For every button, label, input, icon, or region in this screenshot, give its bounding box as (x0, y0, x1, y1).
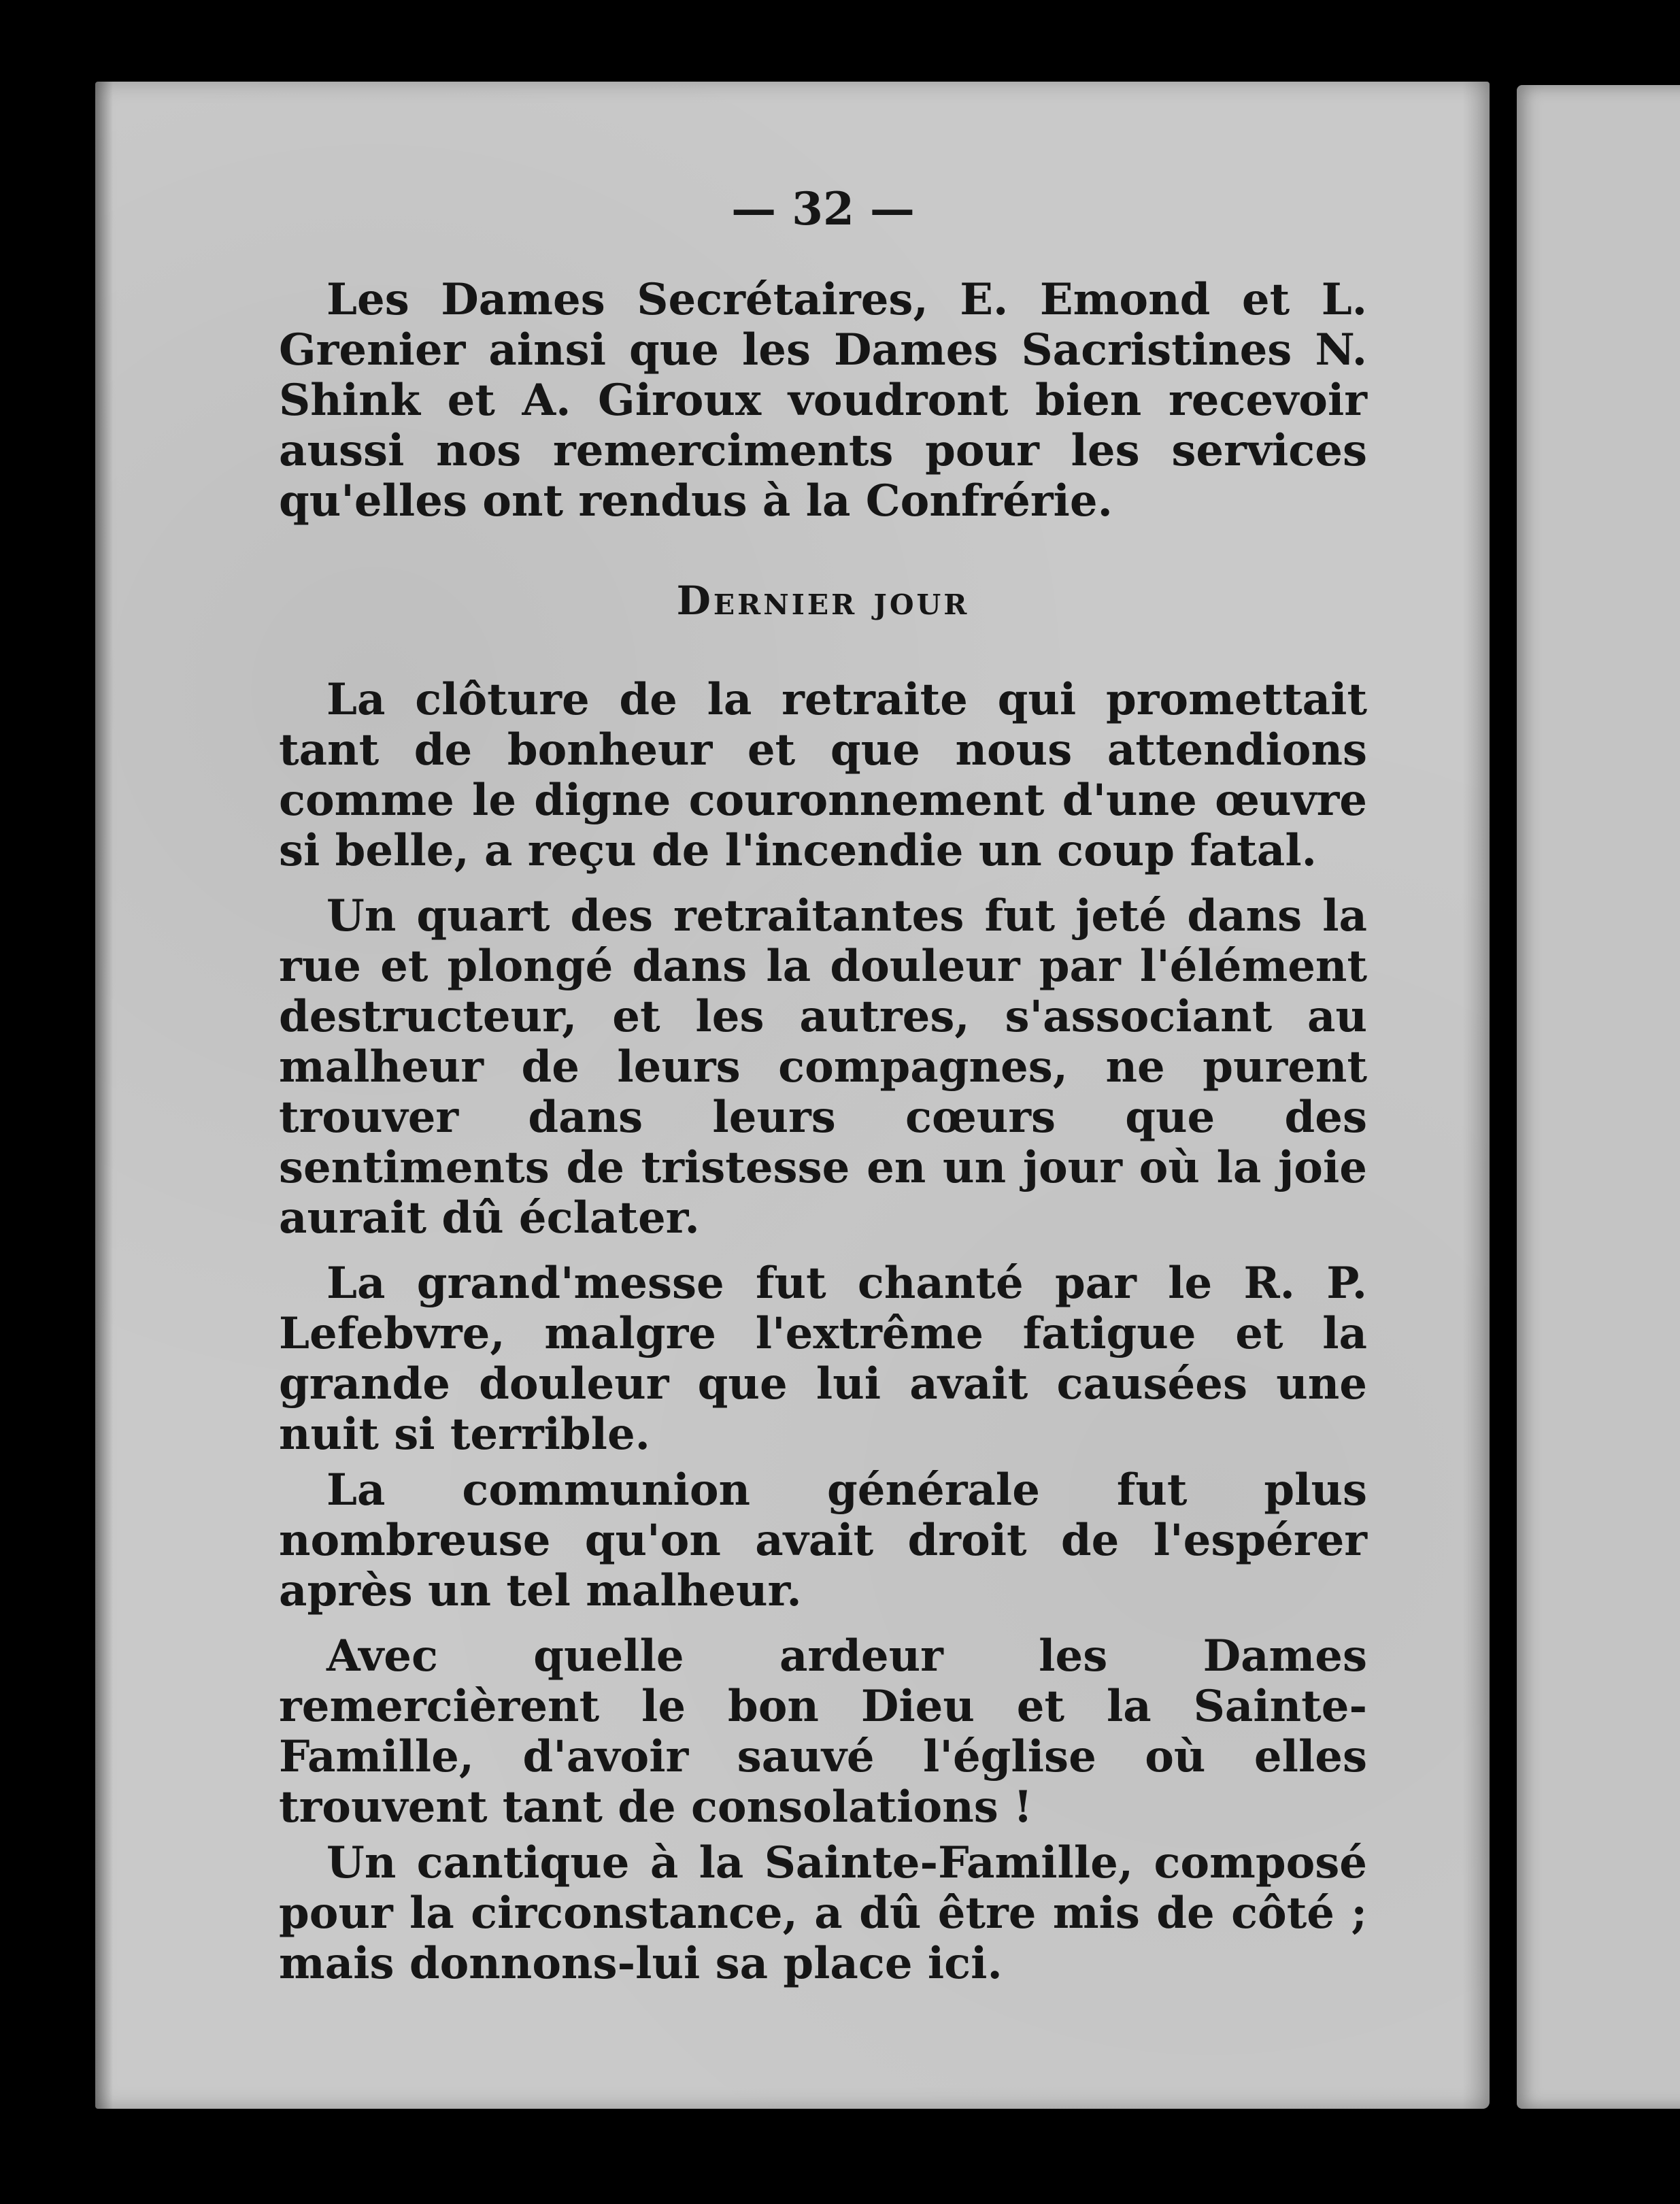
page-gutter-shadow (1462, 82, 1503, 2109)
intro-paragraph: Les Dames Secrétaires, E. Emond et L. Grenier ainsi que les Dames Sacristines N. Shink et A. Giroux voudront bien recevoir aussi nos remerciments pour les services qu'elles ont rendus à la Confrérie. (279, 274, 1367, 527)
paragraph-communion: La communion générale fut plus nombreuse qu'on avait droit de l'espérer après un tel malheur. (279, 1465, 1367, 1616)
section-heading: Dernier jour (676, 578, 970, 624)
paragraph-retreatants: Un quart des retraitantes fut jeté dans la rue et plongé dans la douleur par l'élément destructeur, et les autres, s'associant au malheur de leurs compagnes, ne purent trouver dans leurs cœurs que des sentiments de tristesse en un jour où la joie aurait dû éclater. (279, 890, 1367, 1243)
paragraph-thanksgiving: Avec quelle ardeur les Dames remercièrent le bon Dieu et la Sainte-Famille, d'avoir sauvé l'église où elles trouvent tant de consolations ! (279, 1631, 1367, 1833)
paragraph-closing-retreat: La clôture de la retraite qui promettait tant de bonheur et que nous attendions comme le digne couronnement d'une œuvre si belle, a reçu de l'incendie un coup fatal. (279, 674, 1367, 876)
page-number: — 32 — (731, 182, 915, 235)
paragraph-canticle: Un cantique à la Sainte-Famille, composé pour la circonstance, a dû être mis de côté ; mais donnons-lui sa place ici. (279, 1837, 1367, 1989)
book-page-right-edge (1517, 85, 1680, 2109)
page-text-block (279, 184, 1367, 1989)
paragraph-high-mass: La grand'messe fut chanté par le R. P. Lefebvre, malgre l'extrême fatigue et la grande douleur que lui avait causées une nuit si terrible. (279, 1258, 1367, 1460)
